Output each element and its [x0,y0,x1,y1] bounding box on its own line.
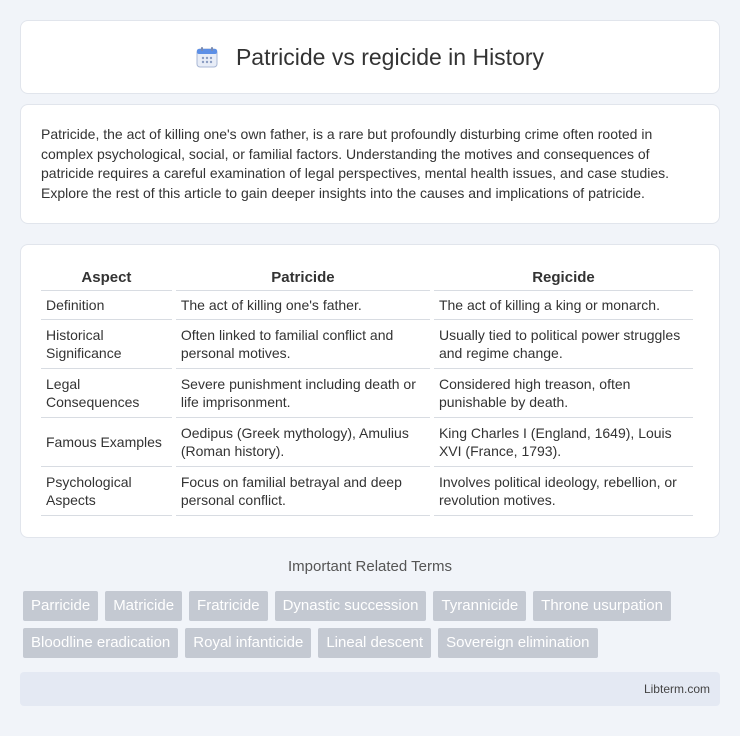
table-cell: Considered high treason, often punishable by death. [434,369,693,418]
table-cell: Psychological Aspects [41,467,172,516]
table-cell: Focus on familial betrayal and deep personal conflict. [176,467,430,516]
tag-bloodline-eradication[interactable]: Bloodline eradication [23,628,178,658]
table-row [41,467,693,516]
related-terms-list [23,591,723,658]
tag-dynastic-succession[interactable]: Dynastic succession [275,591,427,621]
header-card [20,20,720,94]
page-title: Patricide vs regicide in History [235,43,545,70]
table-row [41,291,693,320]
footer-brand-link[interactable]: Libterm.com [643,682,710,696]
table-cell: Severe punishment including death or life imprisonment. [176,369,430,418]
table-row [41,369,693,418]
footer [20,672,720,706]
intro-card [20,104,720,224]
table-cell: Involves political ideology, rebellion, or revolution motives. [434,467,693,516]
tag-throne-usurpation[interactable]: Throne usurpation [533,591,671,621]
tag-parricide[interactable]: Parricide [23,591,98,621]
header-regicide: Regicide [434,265,693,291]
comparison-table [37,265,697,516]
table-cell: Definition [41,291,172,320]
table-cell: Usually tied to political power struggles and regime change. [434,320,693,369]
table-cell: The act of killing one's father. [176,291,430,320]
header-patricide: Patricide [176,265,430,291]
table-cell: Legal Consequences [41,369,172,418]
table-row [41,320,693,369]
table-row [41,418,693,467]
related-terms-title: Important Related Terms [288,558,452,575]
comparison-card [20,244,720,538]
table-cell: Oedipus (Greek mythology), Amulius (Roman history). [176,418,430,467]
tag-royal-infanticide[interactable]: Royal infanticide [185,628,311,658]
header-title-wrap [196,44,544,71]
tag-lineal-descent[interactable]: Lineal descent [318,628,431,658]
table-cell: Historical Significance [41,320,172,369]
table-cell: Often linked to familial conflict and personal motives. [176,320,430,369]
tag-fratricide[interactable]: Fratricide [189,591,268,621]
tag-sovereign-elimination[interactable]: Sovereign elimination [438,628,597,658]
tag-matricide[interactable]: Matricide [105,591,182,621]
table-header-row [41,265,693,291]
intro-text: Patricide, the act of killing one's own father, is a rare but profoundly disturbing crime often rooted in complex psychological, social, or familial factors. Understanding the motives and consequences of patricide requires a careful examination of legal perspectives, mental health issues, and case studies. Explore the rest of this article to gain deeper insights into the causes and implications of patricide. [41,126,670,201]
calendar-icon [196,46,218,68]
tag-tyrannicide[interactable]: Tyrannicide [433,591,526,621]
table-cell: Famous Examples [41,418,172,467]
table-cell: The act of killing a king or monarch. [434,291,693,320]
table-cell: King Charles I (England, 1649), Louis XVI (France, 1793). [434,418,693,467]
header-aspect: Aspect [41,265,172,291]
